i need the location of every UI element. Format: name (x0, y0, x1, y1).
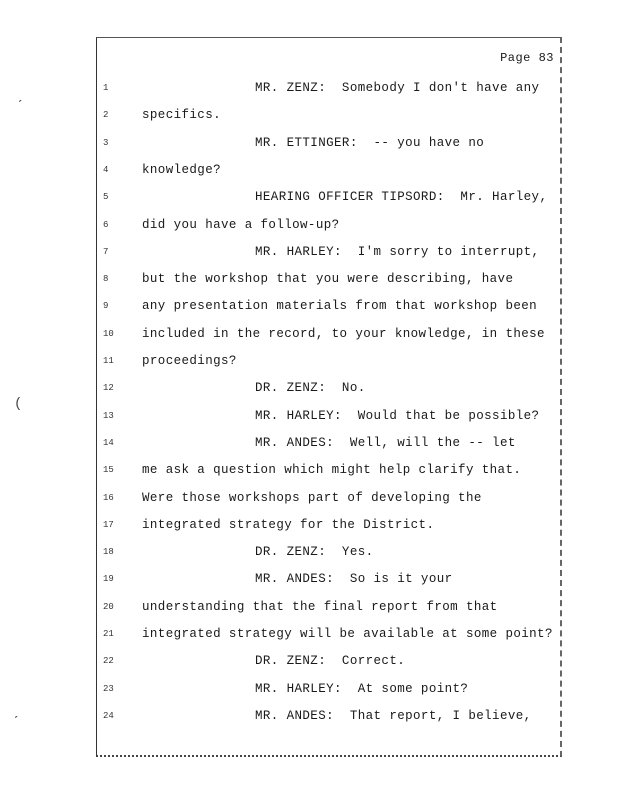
transcript-line (97, 515, 559, 535)
transcript-line (97, 78, 559, 98)
transcript-line (97, 296, 559, 316)
line-number: 19 (103, 574, 114, 585)
transcript-line (97, 242, 559, 262)
margin-mark: ( (14, 396, 23, 412)
line-text: knowledge? (142, 162, 222, 177)
line-number: 12 (103, 383, 114, 394)
line-text: any presentation materials from that workshop been (142, 299, 538, 314)
page-number: Page 83 (500, 51, 554, 65)
transcript-line (97, 133, 559, 153)
transcript-line (97, 406, 559, 426)
line-number: 24 (103, 710, 114, 721)
line-number: 20 (103, 601, 114, 612)
line-text: specifics. (142, 108, 222, 123)
line-text: MR. ANDES: Well, will the -- let (255, 435, 516, 450)
transcript-line (97, 706, 559, 726)
transcript-line (97, 488, 559, 508)
transcript-line (97, 160, 559, 180)
line-text: proceedings? (142, 354, 237, 368)
line-number: 16 (103, 492, 114, 503)
line-number: 21 (103, 629, 114, 639)
line-number: 14 (103, 437, 114, 448)
transcript-line (97, 679, 559, 699)
line-text: MR. HARLEY: At some point? (255, 681, 469, 696)
line-text: DR. ZENZ: Correct. (255, 654, 406, 669)
transcript-line (97, 433, 559, 453)
line-number: 4 (103, 164, 109, 175)
line-text: integrated strategy for the District. (142, 517, 435, 532)
transcript-line (97, 351, 559, 371)
line-number: 3 (103, 137, 109, 148)
line-number: 23 (103, 683, 114, 694)
line-number: 13 (103, 410, 114, 421)
line-text: integrated strategy will be available at some point? (142, 627, 553, 641)
line-number: 17 (103, 519, 114, 530)
transcript-line (97, 187, 559, 207)
line-text: DR. ZENZ: No. (255, 381, 366, 396)
line-text: understanding that the final report from that (142, 599, 498, 614)
line-number: 8 (103, 274, 109, 285)
transcript-line (97, 215, 559, 235)
line-number: 15 (103, 465, 114, 476)
transcript-line (97, 651, 559, 671)
transcript-line (97, 269, 559, 289)
line-text: MR. ANDES: So is it your (255, 572, 453, 587)
transcript-line (97, 460, 559, 480)
transcript-line (97, 105, 559, 125)
line-text: but the workshop that you were describing, have (142, 272, 514, 287)
line-number: 10 (103, 328, 114, 339)
transcript-page (96, 37, 562, 757)
line-text: MR. HARLEY: Would that be possible? (255, 408, 540, 423)
line-text: MR. ZENZ: Somebody I don't have any (255, 81, 540, 95)
line-number: 22 (103, 656, 114, 667)
line-number: 9 (103, 301, 109, 312)
transcript-line (97, 597, 559, 617)
line-number: 7 (103, 246, 109, 257)
transcript-line (97, 542, 559, 562)
line-text: MR. ANDES: That report, I believe, (255, 708, 532, 723)
line-text: included in the record, to your knowledge, in these (142, 326, 545, 341)
line-text: DR. ZENZ: Yes. (255, 545, 374, 560)
margin-mark: ˏ (16, 88, 25, 104)
line-number: 5 (103, 192, 109, 203)
line-text: HEARING OFFICER TIPSORD: Mr. Harley, (255, 190, 548, 205)
line-number: 6 (103, 219, 109, 230)
line-text: me ask a question which might help clarify that. (142, 463, 522, 478)
line-text: MR. ETTINGER: -- you have no (255, 135, 485, 150)
transcript-line (97, 624, 559, 644)
line-text: MR. HARLEY: I'm sorry to interrupt, (255, 244, 540, 259)
transcript-line (97, 569, 559, 589)
line-number: 1 (103, 83, 109, 93)
line-number: 2 (103, 110, 109, 121)
line-number: 11 (103, 356, 114, 366)
line-number: 18 (103, 547, 114, 558)
transcript-line (97, 378, 559, 398)
line-text: Were those workshops part of developing the (142, 490, 482, 505)
transcript-line (97, 324, 559, 344)
line-text: did you have a follow-up? (142, 217, 340, 232)
margin-mark: ˏ (12, 704, 21, 720)
